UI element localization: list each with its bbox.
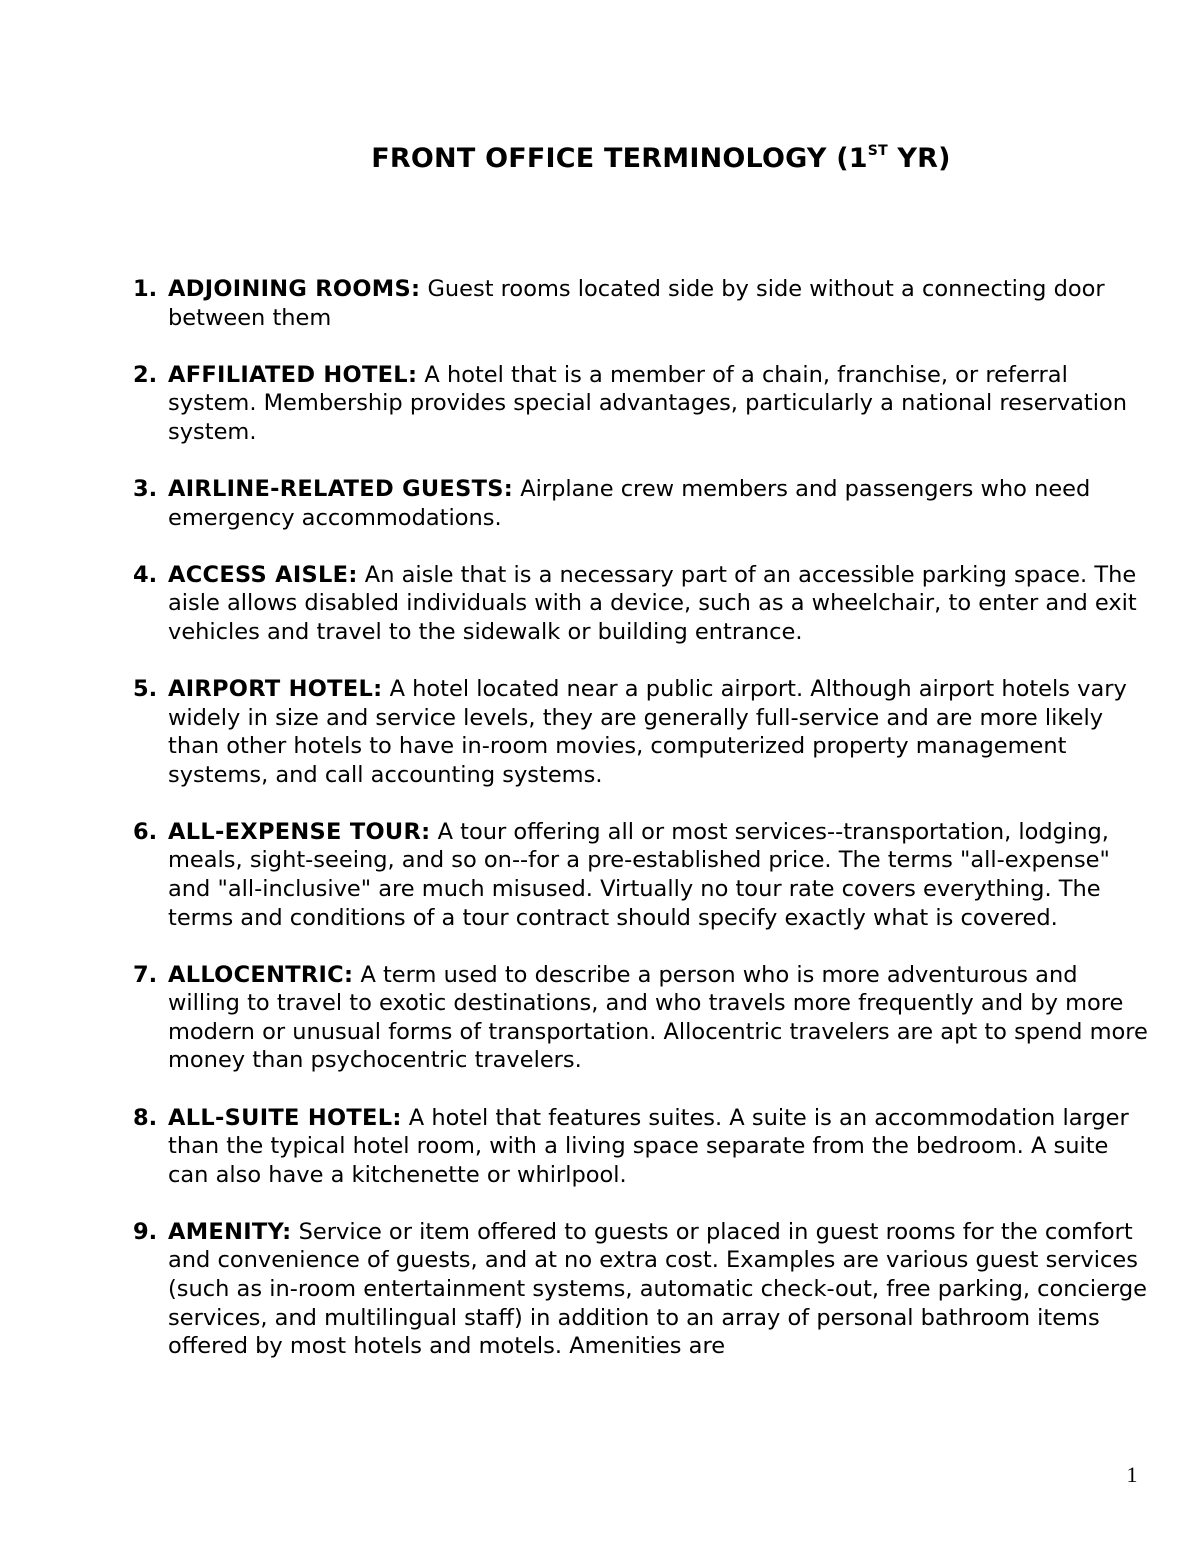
term-name: AMENITY: [168,1218,292,1245]
term-name: ACCESS AISLE: [168,561,358,588]
term-number: 2. [133,361,158,388]
term-definition: Guest rooms located side by side without a connecting door between them [168,276,1105,331]
page-number: 1 [1126,1462,1138,1487]
term-definition: An aisle that is a necessary part of an accessible parking space. The aisle allows disabled individuals with a device, such as a wheelchair, to enter and exit vehicles and travel to the sidewalk or building entrance. [168,561,1137,645]
term-number: 9. [133,1218,158,1245]
title-end: YR) [887,143,951,174]
term-name: AFFILIATED HOTEL: [168,361,418,388]
term-name: AIRPORT HOTEL: [168,675,383,702]
term-item [133,361,1153,447]
term-number: 5. [133,675,158,702]
term-definition: A hotel located near a public airport. Although airport hotels vary widely in size and service levels, they are generally full-service and are more likely than other hotels to have in-room movies, computerized property management systems, and call accounting systems. [168,675,1127,788]
term-number: 3. [133,475,158,502]
term-name: ALL-EXPENSE TOUR: [168,818,431,845]
term-item [133,675,1153,789]
term-number: 1. [133,276,158,302]
term-number: 8. [133,1104,158,1131]
term-definition: A tour offering all or most services--transportation, lodging, meals, sight-seeing, and so on--for a pre-established price. The terms "all-expense" and "all-inclusive" are much misused. Virtually no tour rate covers everything. The terms and conditions of a tour contract should specify exactly what is covered. [168,818,1110,931]
term-item [133,275,1153,332]
term-item [133,561,1153,647]
term-item [133,1104,1153,1190]
term-definition: A term used to describe a person who is more adventurous and willing to travel to exotic destinations, and who travels more frequently and by more modern or unusual forms of transportation. Allocentric travelers are apt to spend more money than psychocentric travelers. [168,961,1148,1074]
term-name: ALL-SUITE HOTEL: [168,1104,402,1131]
term-list [133,275,1153,1389]
term-name: AIRLINE-RELATED GUESTS: [168,475,514,502]
term-name: ADJOINING ROOMS: [168,276,421,302]
title-main: FRONT OFFICE TERMINOLOGY (1 [371,143,868,174]
page-title [0,143,1200,174]
term-number: 7. [133,961,158,988]
term-number: 6. [133,818,158,845]
term-item [133,1218,1153,1361]
term-name: ALLOCENTRIC: [168,961,354,988]
term-definition: A hotel that features suites. A suite is an accommodation larger than the typical hotel room, with a living space separate from the bedroom. A suite can also have a kitchenette or whirlpool. [168,1104,1129,1188]
term-item [133,961,1153,1075]
term-definition: A hotel that is a member of a chain, franchise, or referral system. Membership provides special advantages, particularly a national reservation system. [168,361,1128,445]
term-number: 4. [133,561,158,588]
term-definition: Service or item offered to guests or placed in guest rooms for the comfort and convenience of guests, and at no extra cost. Examples are various guest services (such as in-room entertainment systems, automatic check-out, free parking, concierge services, and multilingual staff) in addition to an array of personal bathroom items offered by most hotels and motels. Amenities are [168,1218,1148,1360]
term-definition: Airplane crew members and passengers who need emergency accommodations. [168,475,1091,531]
term-item [133,818,1153,932]
term-item [133,475,1153,532]
title-superscript: ST [867,143,888,159]
